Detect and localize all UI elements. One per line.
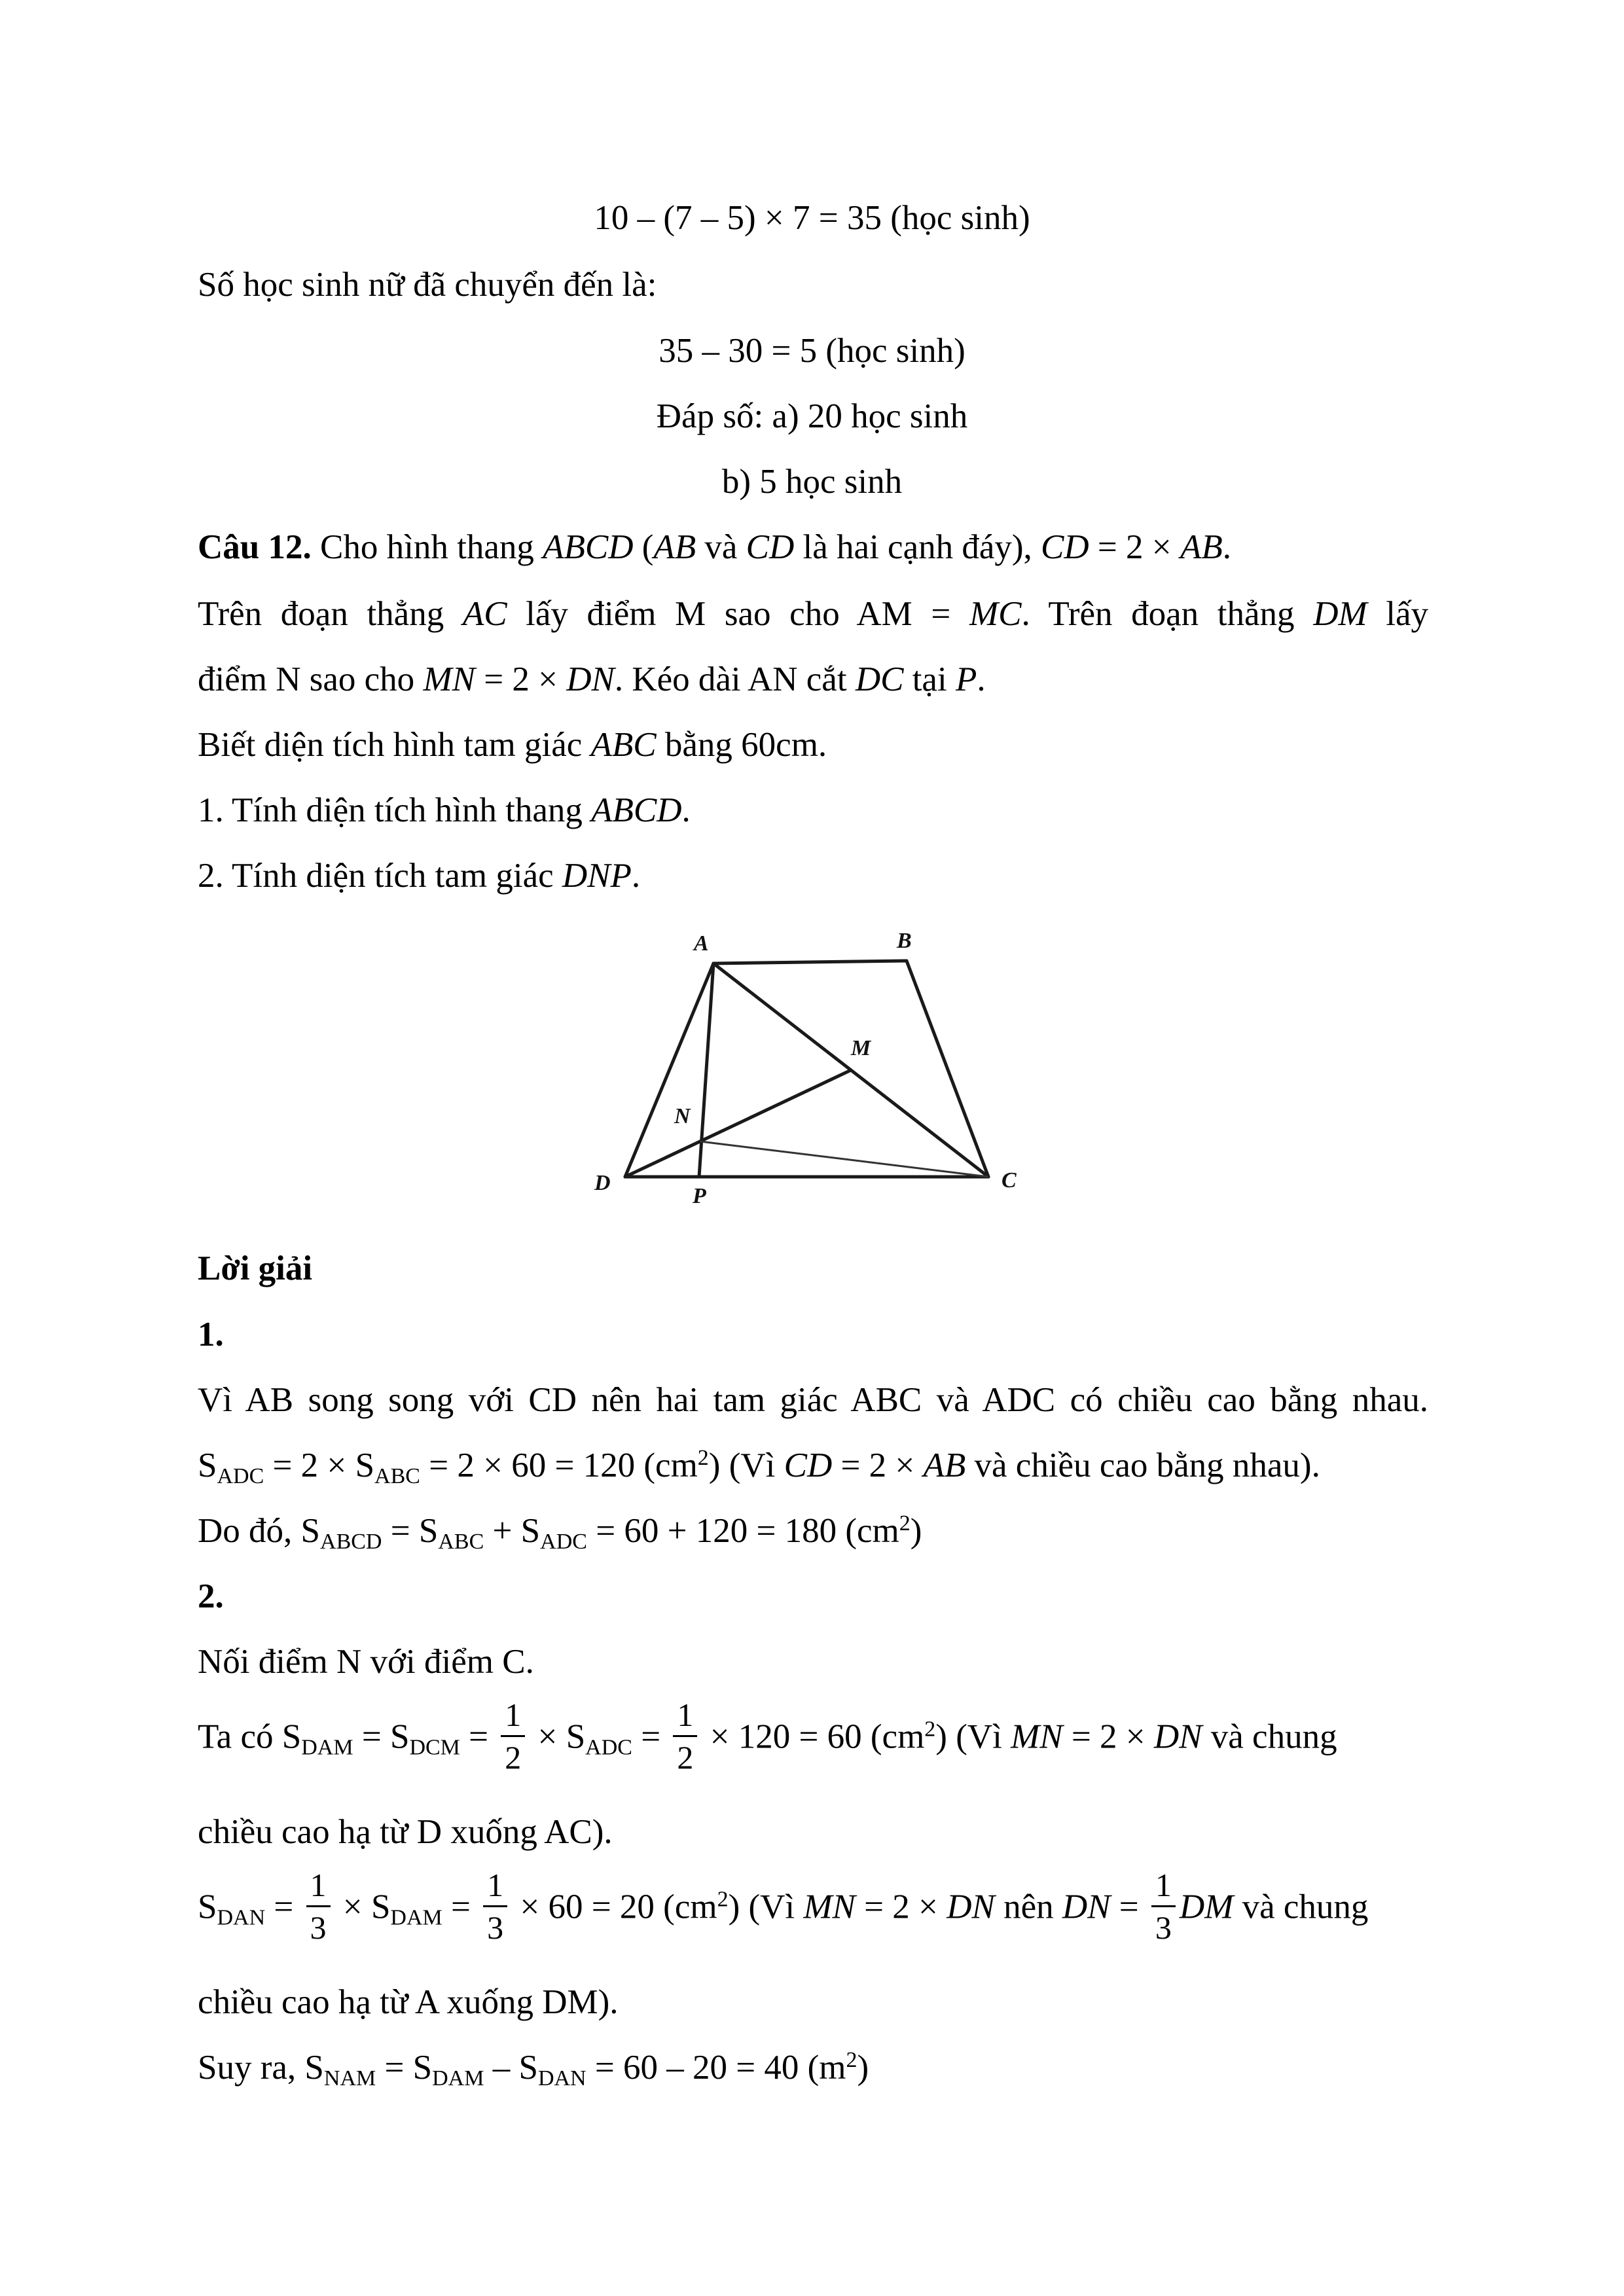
label-a: A <box>694 931 709 956</box>
segment-dm <box>625 1070 851 1177</box>
solution-line: chiều cao hạ từ D xuống AC). <box>198 1813 613 1851</box>
text: ) (Vì <box>935 1717 1011 1756</box>
math: ABCD <box>591 791 682 829</box>
superscript: 2 <box>924 1717 936 1742</box>
text: Cho hình thang <box>311 528 543 566</box>
label-c: C <box>1001 1168 1017 1193</box>
superscript: 2 <box>899 1511 911 1535</box>
label-b: B <box>897 929 912 953</box>
problem-label: Câu 12. <box>198 528 312 566</box>
math: AB <box>923 1446 966 1484</box>
text: S <box>520 1512 541 1550</box>
subscript: ABCD <box>320 1530 382 1554</box>
text: = <box>632 1717 670 1756</box>
text: ) (Vì <box>708 1446 784 1484</box>
math: MN <box>803 1888 856 1926</box>
math: AB <box>653 528 696 566</box>
subscript: DAM <box>432 2066 484 2090</box>
text: và <box>696 528 746 566</box>
text: Do đó, <box>198 1512 301 1550</box>
text: = 60 – 20 = 40 (m <box>586 2049 846 2087</box>
solution-line: Nối điểm N với điểm C. <box>198 1643 534 1681</box>
text: = <box>353 1717 390 1756</box>
problem-line <box>198 597 1428 632</box>
problem-line <box>198 728 827 762</box>
math: MC <box>969 595 1022 633</box>
segment-nc <box>700 1141 988 1177</box>
text: . <box>631 857 641 895</box>
text: . <box>681 791 691 829</box>
text: S <box>304 2049 324 2087</box>
text: = 2 × <box>475 660 567 698</box>
text: × 120 = 60 (cm <box>701 1717 925 1756</box>
math: AC <box>462 595 507 633</box>
text: = <box>1110 1888 1147 1926</box>
math: MN <box>1011 1717 1063 1756</box>
text: S <box>370 1888 391 1926</box>
text: và chung <box>1202 1717 1337 1756</box>
label-d: D <box>594 1171 611 1195</box>
text: S <box>566 1717 586 1756</box>
math: AB <box>1180 528 1223 566</box>
part-1-label: 1. <box>198 1316 224 1354</box>
equation-line: 10 – (7 – 5) × 7 = 35 (học sinh) <box>594 199 1030 237</box>
text: lấy <box>1367 595 1428 633</box>
text: Ta có <box>198 1717 282 1756</box>
text: × <box>334 1888 371 1926</box>
text: Suy ra, <box>198 2049 305 2087</box>
subscript: DAN <box>217 1905 266 1930</box>
label-n: N <box>674 1104 691 1128</box>
text: × <box>529 1717 566 1756</box>
text: × 60 = 20 (cm <box>511 1888 717 1926</box>
text: nên <box>994 1888 1062 1926</box>
subscript: ADC <box>540 1530 587 1554</box>
question-1 <box>198 793 691 828</box>
math: CD <box>746 528 795 566</box>
question-2 <box>198 859 640 893</box>
trapezoid-figure <box>576 916 1074 1230</box>
solution-line <box>198 1511 922 1554</box>
text: điểm N sao cho <box>198 660 424 698</box>
text: lấy điểm M sao cho AM = <box>507 595 969 633</box>
math: DN <box>1153 1717 1202 1756</box>
text: – <box>484 2049 519 2087</box>
superscript: 2 <box>717 1887 729 1912</box>
text: S <box>198 1446 217 1484</box>
subscript: DAM <box>301 1735 353 1760</box>
text: = <box>382 1512 419 1550</box>
math: P <box>955 660 977 698</box>
math: CD <box>1041 528 1089 566</box>
text: . <box>1222 528 1231 566</box>
subscript: ADC <box>585 1735 632 1760</box>
solution-line <box>198 2048 869 2090</box>
fraction: $\frac{1}{3}$ <box>483 1869 507 1944</box>
text: . Kéo dài AN cắt <box>614 660 856 698</box>
text: 1. Tính diện tích hình thang <box>198 791 592 829</box>
math: CD <box>784 1446 833 1484</box>
text: Trên đoạn thẳng <box>198 595 463 633</box>
subscript: ABC <box>374 1464 420 1488</box>
solution-line <box>198 1446 1320 1488</box>
text: = <box>376 2049 413 2087</box>
text: = 2 × <box>1089 528 1180 566</box>
text: tại <box>903 660 956 698</box>
math: DC <box>855 660 904 698</box>
text: là hai cạnh đáy), <box>794 528 1041 566</box>
subscript: ABC <box>438 1530 484 1554</box>
answer-line: Đáp số: a) 20 học sinh <box>656 397 968 435</box>
subscript: ADC <box>217 1464 264 1488</box>
subscript: NAM <box>323 2066 376 2090</box>
label-p: P <box>693 1184 706 1208</box>
fraction: $\frac{1}{2}$ <box>673 1698 697 1774</box>
math: ABC <box>590 726 657 764</box>
text: S <box>300 1512 321 1550</box>
text: S <box>418 1512 439 1550</box>
text: = 2 × <box>832 1446 924 1484</box>
math: DN <box>566 660 615 698</box>
math: ABCD <box>543 528 634 566</box>
fraction: $\frac{1}{3}$ <box>306 1869 331 1944</box>
text: = 2 × <box>1062 1717 1154 1756</box>
math: DNP <box>562 857 632 895</box>
answer-line: b) 5 học sinh <box>721 463 903 501</box>
superscript: 2 <box>697 1446 709 1470</box>
text: S <box>389 1717 410 1756</box>
text: = 2 × <box>264 1446 355 1484</box>
problem-line <box>198 530 1231 565</box>
solution-line <box>198 1696 1337 1776</box>
text: bằng 60cm. <box>656 726 827 764</box>
math: DN <box>1062 1888 1111 1926</box>
text: = 60 + 120 = 180 (cm <box>586 1512 899 1550</box>
text: + <box>484 1512 521 1550</box>
solution-line: chiều cao hạ từ A xuống DM). <box>198 1983 619 2021</box>
solution-heading: Lời giải <box>198 1249 313 1287</box>
problem-line <box>198 662 986 697</box>
subscript: DAN <box>537 2066 586 2090</box>
math: DN <box>947 1888 995 1926</box>
solution-line <box>198 1866 1369 1946</box>
fraction: $\frac{1}{3}$ <box>1151 1869 1176 1944</box>
subscript: DCM <box>409 1735 460 1760</box>
label-m: M <box>851 1036 871 1060</box>
text: 2. Tính diện tích tam giác <box>198 857 562 895</box>
text: = 2 × <box>855 1888 947 1926</box>
text: và chiều cao bằng nhau). <box>965 1446 1320 1484</box>
text: S <box>518 2049 538 2087</box>
text: ( <box>633 528 654 566</box>
text: = <box>442 1888 480 1926</box>
equation-line: 35 – 30 = 5 (học sinh) <box>659 332 965 370</box>
text: = 2 × 60 = 120 (cm <box>420 1446 698 1484</box>
math: MN <box>423 660 475 698</box>
text: . Trên đoạn thẳng <box>1021 595 1314 633</box>
text: . <box>977 660 986 698</box>
text: Biết diện tích hình tam giác <box>198 726 591 764</box>
text: S <box>281 1717 302 1756</box>
math: DM <box>1313 595 1367 633</box>
math: DM <box>1179 1888 1234 1926</box>
text: S <box>355 1446 375 1484</box>
text-line: Số học sinh nữ đã chuyển đến là: <box>198 266 657 304</box>
solution-line: Vì AB song song với CD nên hai tam giác ABC và ADC có chiều cao bằng nhau. <box>198 1381 1428 1419</box>
part-2-label: 2. <box>198 1577 224 1615</box>
text: ) <box>910 1512 922 1550</box>
text: S <box>198 1888 217 1926</box>
fraction: $\frac{1}{2}$ <box>501 1698 525 1774</box>
subscript: DAM <box>390 1905 442 1930</box>
text: ) <box>857 2049 869 2087</box>
text: S <box>412 2049 433 2087</box>
text: = <box>460 1717 497 1756</box>
text: và chung <box>1233 1888 1369 1926</box>
text: ) (Vì <box>728 1888 804 1926</box>
text: = <box>265 1888 302 1926</box>
superscript: 2 <box>846 2048 857 2072</box>
segment-ab <box>713 961 907 963</box>
